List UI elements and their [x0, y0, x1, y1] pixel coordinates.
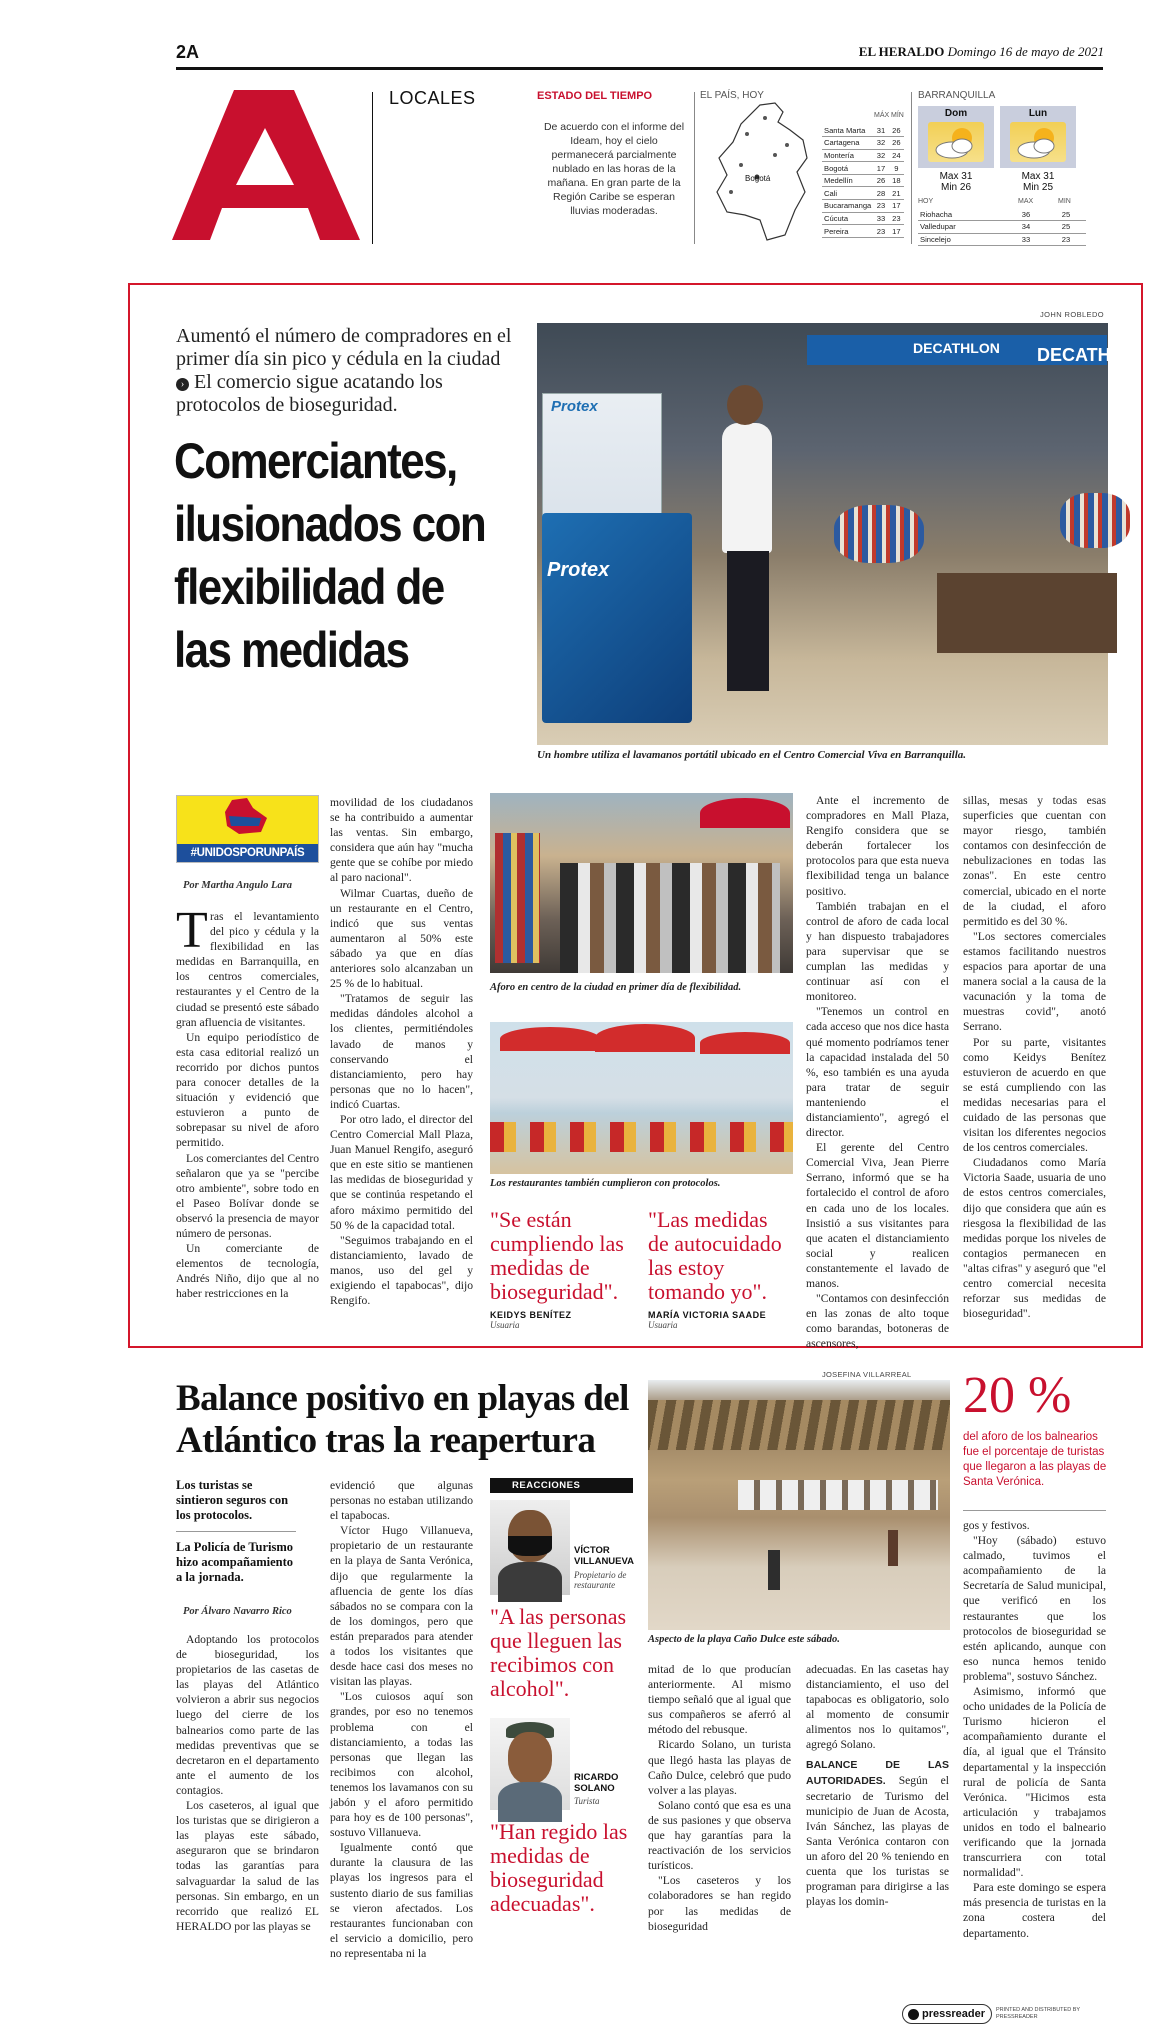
table-cell-max: 33	[1006, 233, 1046, 246]
regional-row	[918, 208, 1086, 221]
map-title: EL PAÍS, HOY	[700, 90, 764, 101]
regional-header	[918, 198, 1086, 205]
quote-2-text: "Las medidas de autocuidado las estoy tomando yo".	[648, 1207, 782, 1304]
subhead: BALANCE DE LAS AUTORIDADES.	[806, 1758, 949, 1787]
colombia-map	[705, 100, 815, 245]
table-cell-min: 21	[889, 187, 904, 200]
weather-text: De acuerdo con el informe del Ideam, hoy el cielo permanecerá parcialmente nublado en las horas de la mañana. En gran parte de la Región Caribe se esperan lluvias moderadas.	[543, 121, 685, 217]
main-col2-p: "Tratamos de seguir las medidas dándoles alcohol a los clientes, permitiéndoles lavado de manos y conservando el distanciamiento, pero hay personas que no lo hacen", indicó Cuartas.	[330, 992, 473, 1111]
page-number: 2A	[176, 42, 200, 62]
table-cell-name: Santa Marta	[822, 124, 873, 137]
pressreader-note: PRINTED AND DISTRIBUTED BY PRESSREADER	[996, 2007, 1080, 2020]
main-col3-p: "Tenemos un control en cada acceso que nos dice hasta qué momento podríamos tener la capacidad instalada del 50 %, eso también es una ayuda para tratar de seguir manteniendo el distanciamiento", agregó el director.	[806, 1005, 949, 1140]
table-cell-min: 24	[889, 149, 904, 162]
brand-logo-2: Protex	[551, 398, 598, 415]
table-cell-min: 23	[889, 212, 904, 225]
regional-row	[918, 233, 1086, 246]
table-cell-name: Cúcuta	[822, 212, 873, 225]
second-summary	[176, 1478, 296, 1585]
table-cell-max: 23	[873, 225, 888, 238]
reaction-2-photo	[490, 1718, 570, 1810]
main-col1-p: Un comerciante de elementos de tecnología, Andrés Niño, dijo que al no haber restricciones en la	[176, 1242, 319, 1301]
decorative-stool	[1060, 493, 1130, 548]
hoy-label: HOY	[918, 198, 934, 205]
second-col3-p: "Los caseteros y los colaboradores se han regido por las medidas de bioseguridad	[648, 1874, 791, 1933]
quote-1-name: KEIDYS BENÍTEZ	[490, 1310, 572, 1320]
photo-credit: JOHN ROBLEDO	[1040, 310, 1104, 319]
second-column-1	[176, 1632, 319, 1987]
main-col3-p: "Contamos con desinfección en las zonas de alto toque como barandas, botoneras de ascensores,	[806, 1292, 949, 1351]
min-label: MIN	[1058, 198, 1071, 205]
issue-date: Domingo 16 de mayo de 2021	[947, 44, 1104, 59]
stat-value: 20 %	[963, 1367, 1072, 1424]
weather-divider	[694, 92, 695, 244]
main-photo	[537, 323, 1111, 745]
main-col2-p: Wilmar Cuartas, dueño de un restaurante en el Centro, indicó que sus ventas aumentaron al 50% este sábado ya que en días anteriores solo alcanzaban un 25 % de lo habitual.	[330, 886, 473, 991]
weather-title: ESTADO DEL TIEMPO	[537, 90, 653, 102]
table-cell-max: 34	[1006, 221, 1046, 234]
table-cell-min: 25	[1046, 221, 1086, 234]
mask-icon	[508, 1536, 552, 1556]
main-col1-p: ras el levantamiento del pico y cédula y la flexibilidad en las medidas en Barranquilla, en los centros comerciales, restaurantes y el Centro de la ciudad se presentó este sábado gran afluencia de visitantes.	[176, 910, 319, 1029]
regional-table	[918, 208, 1086, 246]
main-col4-p: Por su parte, visitantes como Keidys Benítez estuvieron de acuerdo en que se está cumpliendo con las medidas necesarias para el cuidado de las personas que visitan los diferentes negocios de los centros comerciales.	[963, 1035, 1106, 1155]
regional-row	[918, 221, 1086, 234]
reaction-1-quote: "A las personas que lleguen las recibimos con alcohol".	[490, 1604, 627, 1701]
second-column-5	[963, 1518, 1106, 1988]
second-col5-p: Asimismo, informó que ocho unidades de la Policía de Turismo hicieron el acompañamiento durante el día, al igual que el Tránsito departamental y la inspección rural de policía de Santa Verónica. "Hicimos esta articulación y trabajamos unidos en todo el balneario verificando que la jornada transcurriera con total normalidad".	[963, 1685, 1106, 1880]
reaction-2-quote: "Han regido las medidas de bioseguridad adecuadas".	[490, 1819, 628, 1916]
table-cell-max: 32	[873, 137, 888, 150]
second-column-2	[330, 1478, 473, 1988]
day1-temps	[918, 171, 994, 193]
weather-divider-2	[911, 92, 912, 244]
table-cell-name: Riohacha	[918, 208, 1006, 221]
table-cell-min: 25	[1046, 208, 1086, 221]
table-cell-name: Montería	[822, 149, 873, 162]
second-col2-p: Víctor Hugo Villanueva, propietario de un restaurante en la playa de Santa Verónica, dijo que regularmente la afluencia de gente los días sábados no se compara con la de los domingos, pero que están preparados para atender a todos los visitantes que desde hace casi dos meses no visitan las playas.	[330, 1524, 473, 1689]
main-col1-p: Los comerciantes del Centro señalaron que ya se "percibe otro ambiente", sobre todo en el Paseo Bolívar donde se observó la presencia de mayor número de personas.	[176, 1151, 319, 1240]
second-column-4	[806, 1662, 949, 1988]
city-row	[822, 124, 904, 137]
man-figure	[722, 423, 772, 553]
wood-bench	[937, 573, 1117, 653]
second-col5-p: gos y festivos.	[963, 1519, 1030, 1532]
reaction-1-photo	[490, 1500, 570, 1595]
city-name: BARRANQUILLA	[918, 90, 996, 101]
crowd-photo	[490, 793, 793, 973]
umbrella	[595, 1024, 695, 1052]
store-sign-text-2: DECATH	[1037, 345, 1111, 365]
kicker-a: Aumentó el número de compradores en el primer día sin pico y cédula en la ciudad	[176, 325, 512, 370]
second-col4-text: Según el secretario de Turismo del municipio de Juan de Acosta, Iván Sánchez, las playas de Santa Verónica contaron con un aforo del 20 % teniendo en cuenta que los turistas se programan para dirigirse a las playas los domin-	[806, 1773, 949, 1909]
table-cell-name: Cartagena	[822, 137, 873, 150]
crowd	[560, 863, 780, 973]
table-cell-min: 17	[889, 200, 904, 213]
table-cell-max: 36	[1006, 208, 1046, 221]
second-col4-p	[806, 1757, 949, 1910]
main-col4-p: sillas, mesas y todas esas superficies que cuentan con mayor riesgo, también contamos con desinfección de nebulizaciones en todas las zonas". En este centro comercial, ubicado en el norte de la ciudad, el aforo permitido es del 30 %.	[963, 794, 1106, 928]
second-col2-p: "Los cuiosos aquí son grandes, por eso no tenemos problema con el distanciamiento, a todas las personas que llegan las recibimos con alcohol, tenemos los lavamanos con su jabón y el aforo permitido para hoy es de 100 personas", sostuvo Villanueva.	[330, 1690, 473, 1840]
paper-name: EL HERALDO	[858, 44, 945, 59]
section-divider	[372, 92, 373, 244]
max-label: MAX	[1018, 198, 1034, 205]
restaurant-photo	[490, 1022, 793, 1174]
table-cell-name: Sincelejo	[918, 233, 1006, 246]
beach-photo-caption: Aspecto de la playa Caño Dulce este sábado.	[648, 1634, 840, 1645]
table-cell-max: 23	[873, 200, 888, 213]
section-name: LOCALES	[389, 88, 476, 108]
forecast-day-2	[1000, 106, 1076, 168]
day2-min: Min 25	[1022, 182, 1053, 193]
face-icon	[508, 1732, 552, 1784]
cities-table	[822, 124, 904, 238]
table-cell-name: Cali	[822, 187, 873, 200]
day1-label: Dom	[944, 108, 968, 119]
reaction-2-role: Turista	[574, 1796, 600, 1806]
dropcap: T	[176, 902, 208, 959]
man-head	[727, 385, 763, 425]
umbrella	[700, 798, 790, 828]
main-col3-p: Ante el incremento de compradores en Mall Plaza, Rengifo considera que se deberán fortalecer los protocolos para que esta nueva flexibilidad tenga un balance positivo.	[806, 794, 949, 898]
flag-map-icon	[177, 796, 320, 836]
table-cell-name: Bucaramanga	[824, 201, 872, 211]
section-letter	[172, 90, 362, 240]
quote-1-role: Usuaria	[490, 1320, 520, 1330]
table-cell-max: 33	[873, 212, 888, 225]
campaign-hashtag: #UNIDOSPORUNPAÍS	[177, 844, 318, 862]
forecast-day-1	[918, 106, 994, 168]
city-row	[822, 187, 904, 200]
city-row	[822, 162, 904, 175]
quote-1	[490, 1208, 633, 1330]
second-col5-p: "Hoy (sábado) estuvo calmado, tuvimos el acompañamiento de la Secretaría de Salud municipal, que verificó en los restaurantes que los protocolos de bioseguridad se estén aplicando, aunque con eso nunca hemos tenido problema", sostuvo Sánchez.	[963, 1534, 1106, 1683]
second-col3-p: mitad de lo que producían anteriormente. Al mismo tiempo señaló que al igual que sus compañeros se aferró al método del rebusque.	[648, 1663, 791, 1737]
beach-tables	[738, 1480, 938, 1510]
pressreader-logo	[902, 2004, 992, 2024]
main-col4-p: "Los sectores comerciales estamos facilitando nuestros espacios para aportar de una manera social a la causa de la vacunación y la toma de muestras covid", anotó Serrano.	[963, 929, 1106, 1034]
city-row	[822, 200, 904, 213]
sun-cloud-icon	[1010, 122, 1066, 162]
second-col2-p: Igualmente contó que durante la clausura de las playas los ingresos para el sustento diario de sus familias se vieron afectados. Los restaurantes funcionaban con el servicio a domicilio, pero no representaba ni la	[330, 1841, 473, 1960]
main-col2-p: movilidad de los ciudadanos se ha contribuido a aumentar las ventas. Sin embargo, considera que aún hay "mucha gente que se cohíbe por miedo al paro nacional".	[330, 796, 473, 885]
quote-2	[648, 1208, 793, 1330]
main-column-1	[176, 909, 319, 1329]
city-row	[822, 212, 904, 225]
main-col3-p: El gerente del Centro Comercial Viva, Jean Pierre Serrano, informó que se ha fortalecido el control de aforo en cada uno de los locales. Insistió a sus visitantes para que acaten el distanciamiento social y realicen constantemente el lavado de manos.	[806, 1141, 949, 1290]
second-col2-p: evidenció que algunas personas no estaban utilizando el tapabocas.	[330, 1479, 473, 1523]
second-col3-p: Ricardo Solano, un turista que llegó hasta las playas de Caño Dulce, celebró que pudo volver a las playas.	[648, 1738, 791, 1797]
pressreader-icon	[908, 2009, 919, 2020]
quote-2-name: MARÍA VICTORIA SAADE	[648, 1310, 767, 1320]
stat-rule	[963, 1510, 1106, 1511]
table-cell-max: 28	[873, 187, 888, 200]
city-row	[822, 149, 904, 162]
table-cell-min: 26	[889, 124, 904, 137]
second-col3-p: Solano contó que esa es una de sus pasiones y que observa que hay garantías para la reactivación de los servicios turísticos.	[648, 1798, 791, 1873]
summary-2: La Policía de Turismo hizo acompañamiento a la jornada.	[176, 1540, 294, 1584]
reaction-2-name: RICARDO SOLANO	[574, 1772, 619, 1794]
col-min-label: MÍN	[891, 112, 904, 119]
beach-photo-credit: JOSEFINA VILLARREAL	[822, 1370, 912, 1379]
table-cell-min: 17	[889, 225, 904, 238]
main-column-2	[330, 795, 473, 1329]
quote-2-role: Usuaria	[648, 1320, 678, 1330]
arrow-icon: ›	[176, 378, 189, 391]
second-col4-p: adecuadas. En las casetas hay distanciamiento, el uso del tapabocas es obligatorio, solo al momento de consumir alimentos nos lo quitamos", agregó Solano.	[806, 1663, 949, 1752]
beach-photo	[648, 1380, 950, 1630]
masthead	[859, 44, 1104, 60]
main-headline: Comerciantes, ilusionados con flexibilidad de las medidas	[174, 433, 486, 678]
pressreader-brand: pressreader	[922, 2008, 985, 2020]
main-column-3	[806, 793, 949, 1351]
umbrella	[500, 1027, 600, 1051]
reaction-1-name: VÍCTOR VILLANUEVA	[574, 1545, 634, 1567]
main-column-4	[963, 793, 1106, 1329]
summary-1: Los turistas se sintieron seguros con los protocolos.	[176, 1478, 296, 1532]
map-city-label: Bogotá	[745, 174, 771, 183]
man-legs	[727, 551, 769, 691]
main-kicker	[176, 325, 516, 417]
kicker-b: El comercio sigue acatando los protocolos de bioseguridad.	[176, 371, 443, 416]
reactions-label: REACCIONES	[490, 1478, 633, 1493]
decorative-stool	[834, 505, 924, 563]
main-col2-p: Por otro lado, el director del Centro Comercial Mall Plaza, Juan Manuel Rengifo, aseguró que en este sitio se mantienen las medidas de bioseguridad y que se continúa respetando el aforo máximo permitido del 50 % de la capacidad total.	[330, 1112, 473, 1232]
table-cell-max: 32	[873, 149, 888, 162]
table-cell-max: 17	[873, 162, 888, 175]
thatched-roofs	[648, 1400, 950, 1450]
store-sign-text: DECATHLON	[913, 340, 1000, 356]
person	[768, 1550, 780, 1590]
second-column-3	[648, 1662, 791, 1988]
sun-cloud-icon	[928, 122, 984, 162]
crowd-photo-caption: Aforo en centro de la ciudad en primer día de flexibilidad.	[490, 982, 742, 993]
table-cell-name: Bogotá	[822, 162, 873, 175]
campaign-badge	[176, 795, 319, 863]
second-col1-p: Adoptando los protocolos de bioseguridad, los propietarios de las casetas de las playas del Atlántico volvieron a abrir sus negocios luego del cierre de los balnearios como parte de las medidas preventivas que se decretaron en el departamento ante el aumento de los contagios.	[176, 1633, 319, 1797]
stat-text: del aforo de los balnearios fue el porcentaje de turistas que llegaron a las playas de Santa Verónica.	[963, 1431, 1107, 1488]
main-byline: Por Martha Angulo Lara	[183, 880, 293, 891]
day2-temps	[1000, 171, 1076, 193]
main-col2-p: "Seguimos trabajando en el distanciamiento, lavado de manos, uso del gel y exigiendo el tapabocas", dijo Rengifo.	[330, 1233, 473, 1308]
main-col1-p: Un equipo periodístico de esta casa editorial realizó un recorrido por dichos puntos para conocer detalles de la situación y evidenció que estuvieron a punto de sobrepasar su nivel de aforo permitido.	[176, 1030, 319, 1150]
restaurant-tables	[490, 1122, 793, 1152]
person	[888, 1530, 898, 1566]
table-cell-name: Pereira	[822, 225, 873, 238]
main-col3-p: También trabajan en el control de aforo de cada local y han dispuesto trabajadores para supervisar que se cumplan las medidas y continuar así con el monitoreo.	[806, 899, 949, 1004]
reaction-1-role: Propietario de restaurante	[574, 1570, 627, 1590]
day1-min: Min 26	[940, 182, 971, 193]
clothes-rack	[495, 833, 540, 963]
table-cell-min: 9	[889, 162, 904, 175]
table-cell-min: 18	[889, 174, 904, 187]
table-cell-min: 23	[1046, 233, 1086, 246]
brand-logo: Protex	[547, 559, 610, 581]
col-max-label: MÁX	[874, 112, 890, 119]
second-col1-p: Los caseteros, al igual que los turistas que se dirigieron a las playas este sábado, aseguraron que se brindaron todas las garantías para salvaguardar la salud de las personas. Sin embargo, en un recorrido que realizó EL HERALDO por las playas se	[176, 1799, 319, 1933]
day2-max: Max 31	[1021, 171, 1055, 182]
table-cell-name: Valledupar	[918, 221, 1006, 234]
table-cell-max: 26	[873, 174, 888, 187]
main-photo-caption: Un hombre utiliza el lavamanos portátil ubicado en el Centro Comercial Viva en Barranquilla.	[537, 749, 967, 761]
quote-1-text: "Se están cumpliendo las medidas de bioseguridad".	[490, 1207, 624, 1304]
table-cell-max: 31	[873, 124, 888, 137]
second-headline: Balance positivo en playas del Atlántico tras la reapertura	[176, 1378, 629, 1461]
table-cell-min: 26	[889, 137, 904, 150]
second-col5-p: Para este domingo se espera más presencia de turistas en la zona costera del departamento.	[963, 1881, 1106, 1940]
restaurant-photo-caption: Los restaurantes también cumplieron con protocolos.	[490, 1178, 721, 1189]
umbrella	[700, 1032, 790, 1054]
city-row	[822, 225, 904, 238]
day2-label: Lun	[1028, 108, 1048, 119]
city-row	[822, 174, 904, 187]
handwash-cart	[542, 513, 692, 723]
table-cell-name: Medellín	[822, 174, 873, 187]
day1-max: Max 31	[939, 171, 973, 182]
header-rule	[176, 67, 1103, 70]
main-col4-p: Ciudadanos como María Victoria Saade, usuaria de uno de estos centros comerciales, dijo que considera que aún es riesgosa la flexibilidad de las medidas porque los niveles de contagios permanecen en "altas cifras" y aseguró que "el centro comercial necesita reforzar sus medidas de bioseguridad".	[963, 1156, 1106, 1321]
second-byline: Por Álvaro Navarro Rico	[183, 1606, 292, 1617]
city-row	[822, 137, 904, 150]
